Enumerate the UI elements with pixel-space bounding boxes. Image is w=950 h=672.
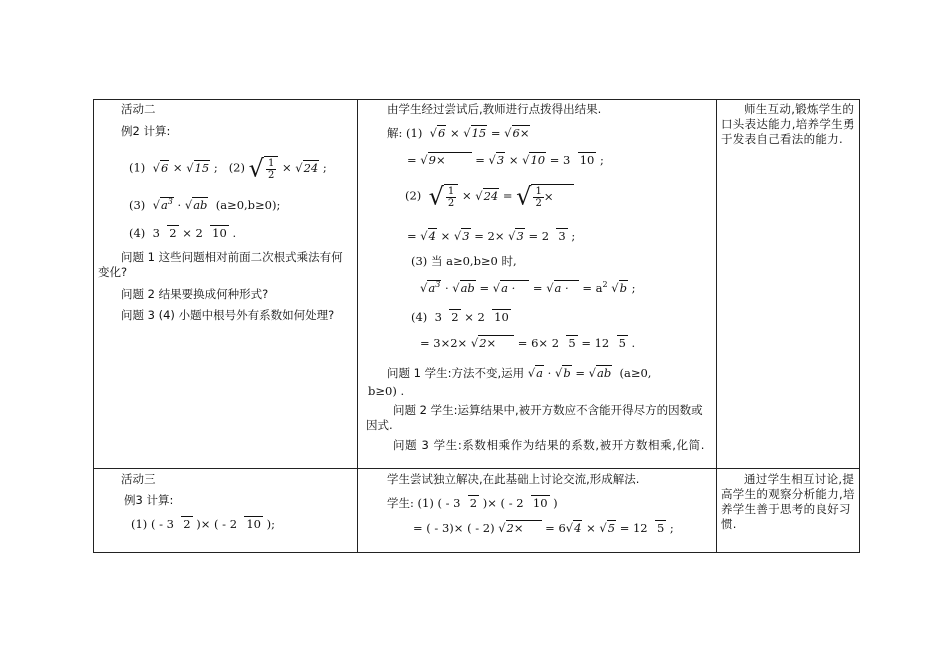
activity-three-process-cell xyxy=(358,469,717,553)
fraction-half: $\frac{1}{2}$ xyxy=(267,158,275,181)
example-3-label: 例3 计算: xyxy=(124,493,174,507)
process-intro: 由学生经过尝试后,教师进行点拨得出结果. xyxy=(387,102,602,116)
solution-3-condition: (3) 当 a≥0,b≥0 时, xyxy=(411,254,517,268)
student-solution-line-2: = ( - 3)× ( - 2) √2× = 6√4 × √5 = 12 5 ; xyxy=(413,521,674,535)
process-question-1: 问题 1 学生:方法不变,运用 √a · √b = √ab (a≥0, xyxy=(387,366,652,380)
activity-title-3: 活动三 xyxy=(121,472,156,486)
activity-three-cell xyxy=(94,469,358,553)
student-solution-line-1: 学生: (1) ( - 3 2 )× ( - 2 10 ) xyxy=(387,496,558,510)
solution-1-line-1: 解: (1) √6 × √15 = √6× xyxy=(387,126,530,140)
problem-3: (3) $√a^3 \cdot √ab$ (a≥0,b≥0); xyxy=(129,197,281,212)
solution-4-line-2: = 3×2× √2× = 6× 2 5 = 12 5 . xyxy=(420,336,636,350)
activity-three-intent-cell xyxy=(717,469,860,553)
activity-two-row xyxy=(94,100,860,469)
example-3-problem-1: (1) ( - 3 2 )× ( - 2 10 ); xyxy=(131,517,276,531)
activity-two-cell xyxy=(94,100,358,469)
lesson-table xyxy=(93,99,860,553)
process-question-2: 问题 2 学生:运算结果中,被开方数应不含能开得尽方的因数或因式. xyxy=(366,403,703,432)
question-2: 问题 2 结果要换成何种形式? xyxy=(121,287,269,301)
question-1: 问题 1 这些问题相对前面二次根式乘法有何变化? xyxy=(98,250,343,279)
activity-three-row xyxy=(94,469,860,553)
radical-6: √6 xyxy=(152,160,169,175)
solution-2-line-2: = √4 × √3 = 2× √3 = 2 3 ; xyxy=(407,229,576,243)
activity-two-process-cell xyxy=(358,100,717,469)
example-label: 例2 计算: xyxy=(121,124,171,138)
solution-2-line-1: (2) √ $\frac{1}{2}$ × √24 = √ $\frac{1}{2}$ × xyxy=(405,184,574,209)
question-3: 问题 3 (4) 小题中根号外有系数如何处理? xyxy=(121,308,335,322)
activity-two-intent-cell xyxy=(717,100,860,469)
radical-24: √24 xyxy=(295,160,319,175)
process-question-3: 问题 3 学生:系数相乘作为结果的系数,被开方数相乘,化简. xyxy=(393,438,705,452)
design-intent-2: 师生互动,锻炼学生的口头表达能力,培养学生勇于发表自己看法的能力. xyxy=(721,102,855,146)
solution-4-line-1: (4) 3 2 × 2 10 xyxy=(411,310,509,324)
solution-3-line: $√a^3 \cdot √ab = √a$ · = √a · = $a^2$ √b ; xyxy=(420,280,636,295)
problem-1-2: (1) √6 × √15 ; (2) √ $\frac{1}{2}$ × √24 ; xyxy=(129,154,327,183)
solution-1-line-2: = √9× = √3 × √10 = 3 10 ; xyxy=(407,153,604,167)
problem-4: (4) 3 2 × 2 10 . xyxy=(129,226,237,240)
process-question-1-cont: b≥0) . xyxy=(368,384,405,398)
design-intent-3: 通过学生相互讨论,提高学生的观察分析能力,培养学生善于思考的良好习惯. xyxy=(721,472,855,531)
radical-15: √15 xyxy=(186,160,210,175)
process-intro-3: 学生尝试独立解决,在此基础上讨论交流,形成解法. xyxy=(387,472,640,486)
activity-title: 活动二 xyxy=(121,102,156,116)
